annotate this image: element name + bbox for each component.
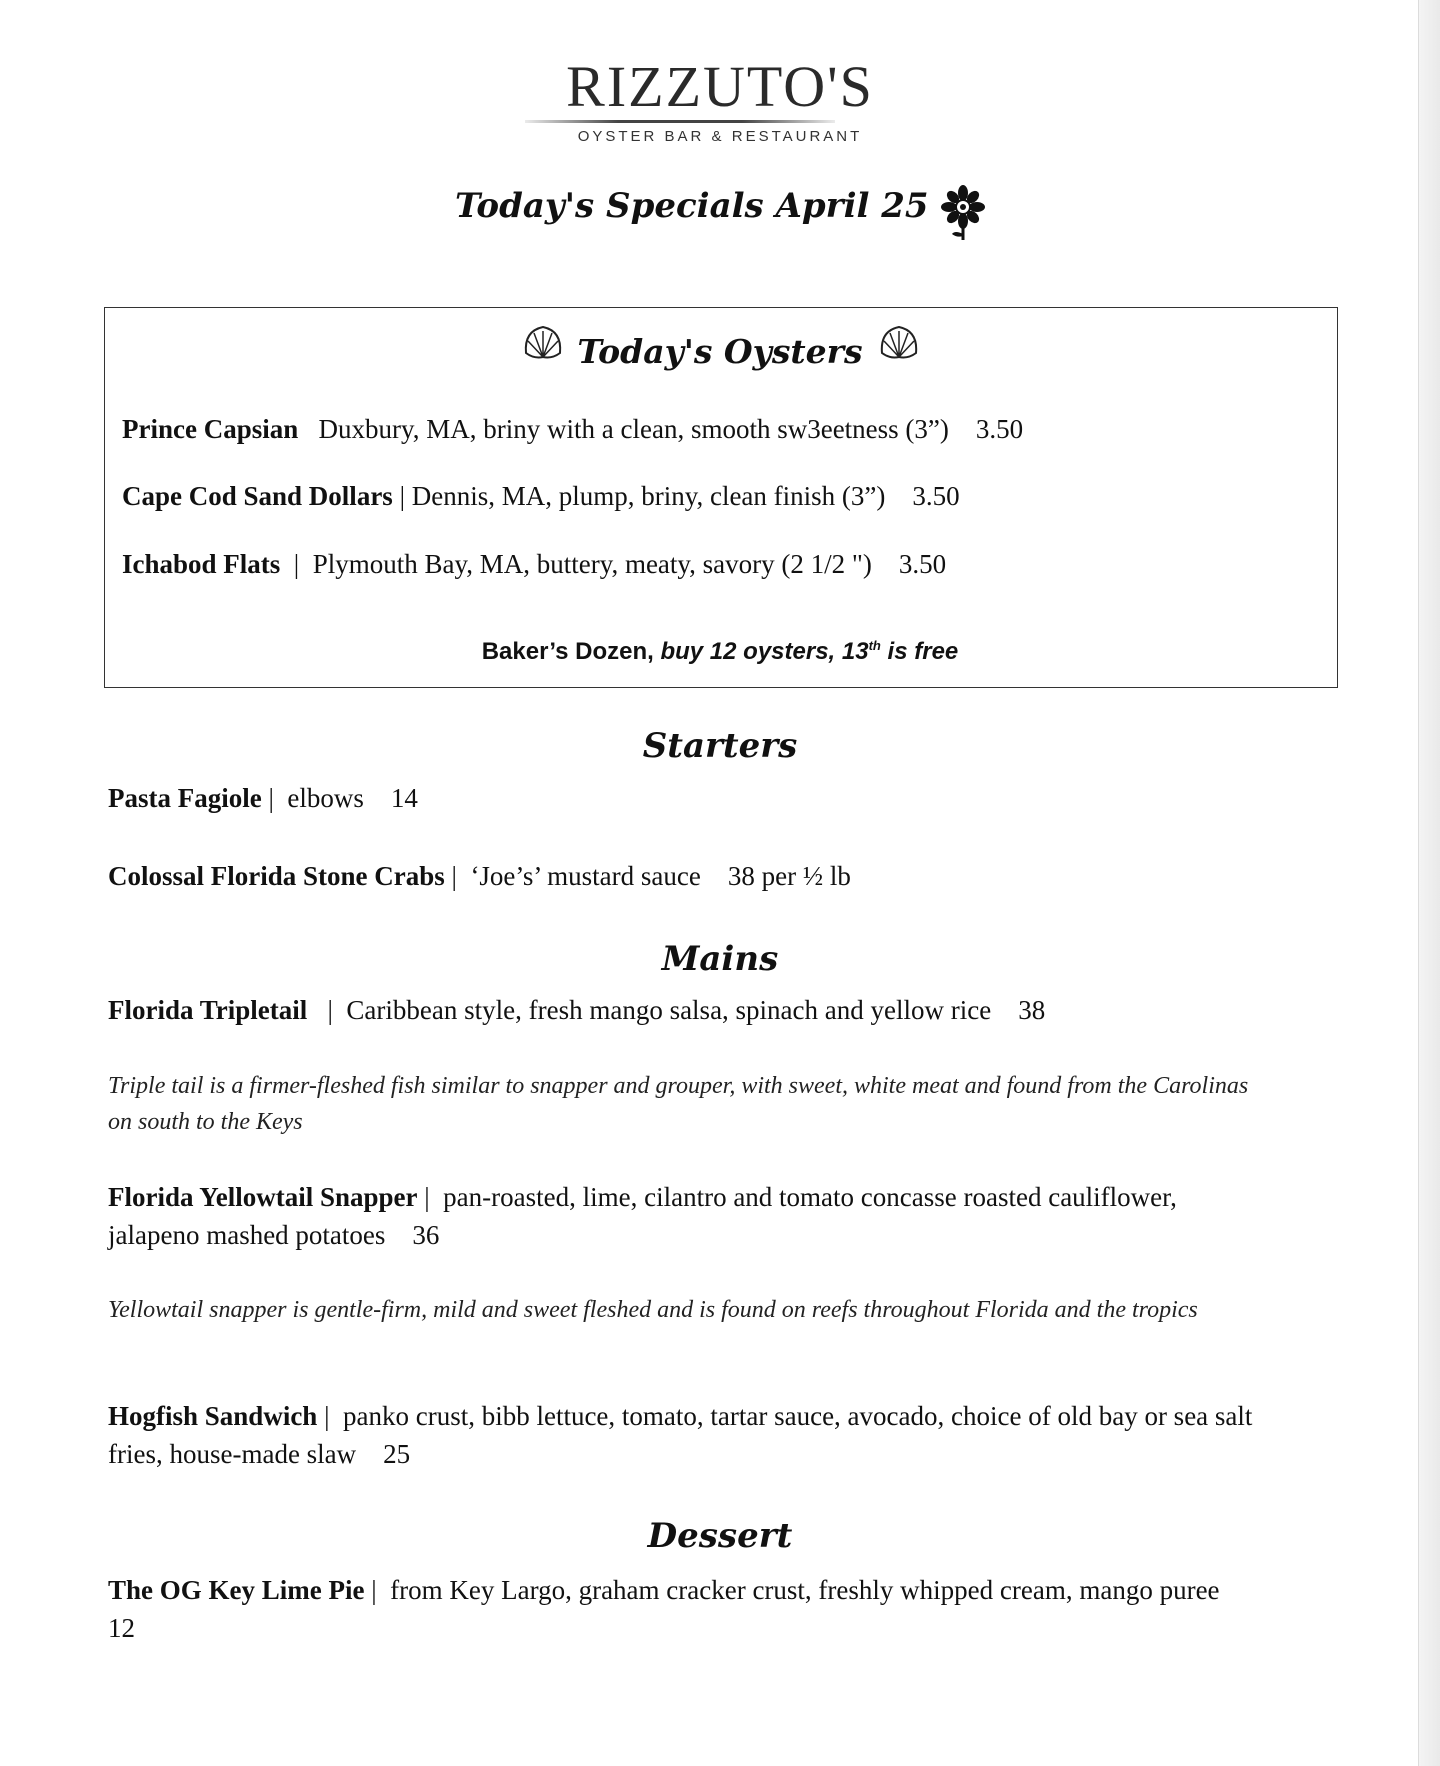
item-name: The OG Key Lime Pie [108, 1575, 365, 1605]
oyster-name: Cape Cod Sand Dollars [122, 481, 393, 511]
dessert-heading: Dessert [647, 1516, 793, 1556]
item-name: Florida Yellowtail Snapper [108, 1182, 418, 1212]
shell-icon [878, 323, 920, 361]
bakers-sup: th [868, 638, 881, 653]
oyster-item [122, 481, 960, 512]
bakers-offer-end: is free [887, 638, 959, 665]
bakers-dozen-offer [0, 638, 1440, 666]
item-name: Pasta Fagiole [108, 783, 262, 813]
item-name: Hogfish Sandwich [108, 1401, 318, 1431]
restaurant-name: RIZZUTO'S [566, 54, 874, 119]
oyster-price: 3.50 [975, 414, 1024, 444]
separator: | [327, 995, 333, 1025]
item-details: Caribbean style, fresh mango salsa, spinach and yellow rice [346, 995, 992, 1025]
separator: | [268, 783, 274, 813]
starters-heading: Starters [642, 726, 798, 766]
separator: | [399, 481, 405, 511]
item-note: Triple tail is a firmer-fleshed fish similar to snapper and grouper, with sweet, white meat and found from the Carolinas on south to the Keys [108, 1073, 1249, 1135]
bakers-label: Baker’s Dozen, [481, 638, 654, 665]
item-price: 25 [383, 1439, 411, 1469]
oyster-details: Duxbury, MA, briny with a clean, smooth sw3eetness (3”) [318, 414, 949, 444]
item-name: Colossal Florida Stone Crabs [108, 861, 445, 891]
oyster-name: Prince Capsian [122, 414, 299, 444]
oyster-price: 3.50 [912, 481, 960, 511]
separator: | [424, 1182, 430, 1212]
item-details: from Key Largo, graham cracker crust, freshly whipped cream, mango puree [390, 1575, 1220, 1605]
oyster-item [122, 549, 946, 580]
separator: | [371, 1575, 377, 1605]
separator: | [451, 861, 457, 891]
menu-item [108, 861, 851, 892]
oyster-name: Ichabod Flats [122, 549, 281, 579]
restaurant-logo [0, 54, 1440, 145]
item-price: 38 per ½ lb [727, 861, 851, 891]
item-note: Yellowtail snapper is gentle-firm, mild and sweet fleshed and is found on reefs throughout Florida and the tropics [108, 1297, 1198, 1323]
flower-icon [940, 184, 986, 240]
oyster-details: Plymouth Bay, MA, buttery, meaty, savory (2 1/2 ") [312, 549, 872, 579]
bakers-offer: buy 12 oysters, 13 [660, 638, 869, 665]
item-price: 14 [390, 783, 418, 813]
menu-item [108, 783, 418, 814]
item-name: Florida Tripletail [108, 995, 308, 1025]
item-details: ‘Joe’s’ mustard sauce [470, 861, 701, 891]
separator: | [324, 1401, 330, 1431]
menu-item [108, 995, 1045, 1026]
menu-item [108, 1571, 1268, 1647]
item-price: 12 [108, 1613, 135, 1643]
mains-heading: Mains [661, 939, 779, 979]
item-details: pan-roasted, lime, cilantro and tomato concasse roasted cauliflower, jalapeno mashed potatoes [108, 1182, 1177, 1250]
oyster-item [122, 414, 1023, 445]
item-price: 36 [412, 1220, 440, 1250]
specials-title: Today's Specials April 25 [455, 186, 929, 226]
menu-item [108, 1178, 1268, 1254]
page-edge [1418, 0, 1440, 1766]
oyster-price: 3.50 [898, 549, 947, 579]
restaurant-tagline: OYSTER BAR & RESTAURANT [577, 128, 863, 145]
oyster-details: Dennis, MA, plump, briny, clean finish (3”) [411, 481, 886, 511]
logo-underline [525, 120, 835, 123]
oysters-heading: Today's Oysters [577, 332, 863, 371]
item-details: elbows [287, 783, 364, 813]
item-details: panko crust, bibb lettuce, tomato, tartar sauce, avocado, choice of old bay or sea salt fries, house-made slaw [108, 1401, 1253, 1469]
menu-item [108, 1397, 1268, 1473]
separator: | [293, 549, 300, 579]
item-price: 38 [1018, 995, 1046, 1025]
